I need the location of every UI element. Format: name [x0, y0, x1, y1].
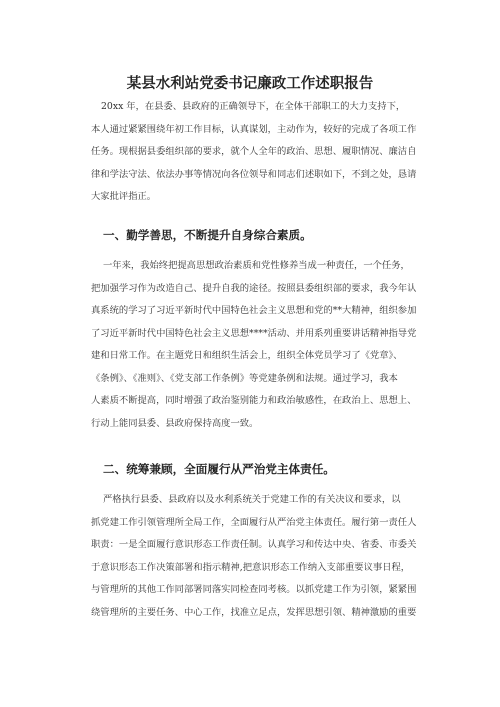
body-line: 严格执行县委、县政府以及水利系统关于党建工作的有关决议和要求，以	[103, 494, 401, 505]
body-line: 绕管理所的主要任务、中心工作，找准立足点，发挥思想引领、精神激励的重要	[91, 606, 417, 618]
intro-line: 任务。现根据县委组织部的要求，就个人全年的政治、思想、履职情况、廉洁自	[91, 146, 417, 157]
intro-line: 律和学法守法、依法办事等情况向各位领导和同志们述职如下，不到之处，恳请	[91, 168, 417, 180]
intro-line: 20xx 年，在县委、县政府的正确领导下，在全体干部职工的大力支持下，	[101, 101, 406, 112]
body-line: 真系统的学习了习近平新时代中国特色社会主义思想和党的**大精神，组织参加	[91, 305, 417, 316]
section-1-paragraph	[91, 255, 431, 435]
section-2-paragraph	[91, 489, 431, 624]
document-title: 某县水利站党委书记廉政工作述职报告	[126, 76, 374, 92]
body-line: 与管理所的其他工作同部署同落实同检查同考核。以抓党建工作为引领，紧紧围	[91, 584, 417, 595]
body-line: 人素质不断提高，同时增强了政治鉴别能力和政治敏感性，在政治上、思想上、	[91, 395, 417, 406]
body-line: 职责：一是全面履行意识形态工作责任制。认真学习和传达中央、省委、市委关	[91, 539, 417, 550]
section-2-heading: 二、统筹兼顾，全面履行从严治党主体责任。	[103, 462, 335, 476]
body-line: 了习近平新时代中国特色社会主义思想****活动、并用系列重要讲话精神指导党	[91, 327, 417, 339]
section-1-heading: 一、勤学善思，不断提升自身综合素质。	[103, 228, 312, 242]
body-line: 建和日常工作。在主题党日和组织生活会上，组织全体党员学习了《党章》、	[91, 350, 403, 361]
body-line: 一年来，我始终把提高思想政治素质和党性修养当成一种责任，一个任务，	[103, 260, 410, 271]
body-line: 把加强学习作为改造自己、提升自我的途径。按照县委组织部的要求，我今年认	[91, 282, 417, 294]
intro-line: 大家批评指正。	[91, 191, 157, 202]
intro-paragraph	[91, 96, 431, 209]
body-line: 于意识形态工作决策部署和指示精神,把意识形态工作纳入支部重要议事日程，	[91, 561, 411, 573]
intro-line: 本人通过紧紧围绕年初工作目标，认真谋划，主动作为，较好的完成了各项工作	[91, 123, 417, 135]
body-line: 行动上能同县委、县政府保持高度一致。	[91, 417, 259, 429]
body-line: 《条例》、《准则》、《党支部工作条例》等党建条例和法规。通过学习，我本	[91, 372, 398, 384]
body-line: 抓党建工作引领管理所全局工作，全面履行从严治党主体责任。履行第一责任人	[91, 516, 417, 528]
